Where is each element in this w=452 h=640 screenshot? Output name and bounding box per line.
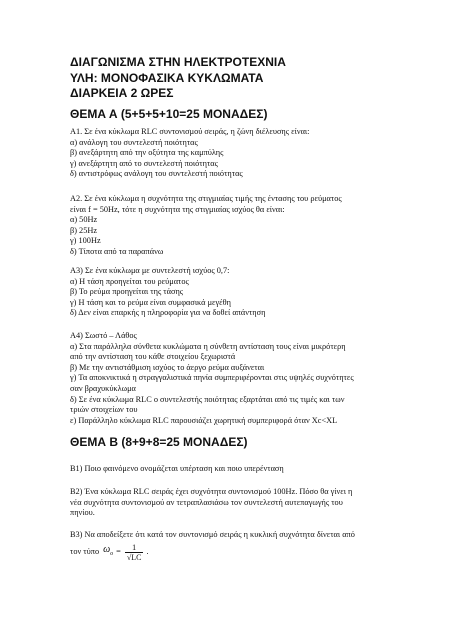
statement: δ) Σε ένα κύκλωμα RLC ο συντελεστής ποιότητας εξαρτάται από τις τιμές και των (70, 394, 345, 404)
option: δ) Τίποτα από τα παραπάνω (70, 246, 164, 256)
title-line-3: ΔΙΑΡΚΕΙΑ 2 ΩΡΕΣ (70, 86, 174, 100)
statement: ε) Παράλληλο κύκλωμα RLC παρουσιάζει χωρητική συμπεριφορά όταν Xc<XL (70, 415, 338, 425)
option: δ) Δεν είναι επαρκής η πληροφορία για να δοθεί απάντηση (70, 308, 266, 318)
formula-fraction (125, 543, 144, 562)
question-b2 (70, 487, 410, 519)
formula-numerator: 1 (132, 542, 137, 552)
option: β) 25Hz (70, 225, 98, 235)
option: α) ανάλογη του συντελεστή ποιότητας (70, 137, 198, 147)
question-a4 (70, 331, 410, 426)
option: β) Το ρεύμα προηγείται της τάσης (70, 287, 184, 297)
statement: από την αντίσταση του κάθε στοιχείου ξεχωριστά (70, 352, 236, 362)
option: γ) ανεξάρτητη από το συντελεστή ποιότητας (70, 158, 218, 168)
option: γ) Η τάση και το ρεύμα είναι συμφασικά μεγέθη (70, 297, 231, 307)
statement: β) Με την αντιστάθμιση ισχύος το άεργο ρεύμα αυξάνεται (70, 362, 265, 372)
option: γ) 100Hz (70, 236, 101, 246)
option: α) 50Hz (70, 215, 98, 225)
formula-suffix: . (146, 546, 149, 556)
statement: γ) Τα αποκνικτικά η στραγγαλιστικά πηνία συμπεριφέρονται στις υψηλές συχνότητες (70, 373, 354, 383)
option: α) Η τάση προηγείται του ρεύματος (70, 276, 189, 286)
question-text: Α2. Σε ένα κύκλωμα η συχνότητα της στιγμιαίας τιμής της έντασης του ρεύματος (70, 194, 342, 203)
option: β) ανεξάρτητη από την οξύτητα της καμπύλης (70, 148, 224, 158)
title-line-1: ΔΙΑΓΩΝΙΣΜΑ ΣΤΗΝ ΗΛΕΚΤΡΟΤΕΧΝΙΑ (70, 55, 286, 69)
question-text: νέα συχνότητα συντονισμού αν τετραπλασιάσω τον συντελεστή αυτεπαγωγής του (70, 497, 343, 507)
question-text: είναι f = 50Hz, τότε η συχνότητα της στιγμιαίας ισχύος θα είναι: (70, 204, 285, 214)
question-a2 (70, 194, 410, 258)
formula-equals: = (116, 546, 121, 556)
question-text: Α4) Σωστό – Λάθος (70, 331, 137, 340)
question-a1 (70, 127, 410, 180)
question-text: Β1) Ποιο φαινόμενο ονομάζεται υπέρταση και ποιο υπερένταση (70, 464, 284, 473)
question-text: Β2) Ένα κύκλωμα RLC σειράς έχει συχνότητα συντονισμού 100Hz. Πόσο θα γίνει η (70, 487, 353, 496)
question-text: Β3) Να αποδείξετε ότι κατά τον συντονισμό σειράς η κυκλική συχνότητα δίνεται από (70, 530, 355, 539)
formula-prefix: τον τύπο (70, 546, 100, 556)
question-text: πηνίου. (70, 508, 95, 518)
statement: α) Στα παράλληλα σύνθετα κυκλώματα η σύνθετη αντίσταση τους είναι μικρότερη (70, 341, 346, 351)
question-b1 (70, 464, 410, 475)
document-title (70, 55, 286, 102)
question-text: Α3) Σε ένα κύκλωμα με συντελεστή ισχύος 0,7: (70, 266, 230, 275)
theme-b-heading: ΘΕΜΑ Β (8+9+8=25 ΜΟΝΑΔΕΣ) (70, 435, 248, 449)
question-b3 (70, 530, 410, 562)
theme-a-heading: ΘΕΜΑ Α (5+5+5+10=25 ΜΟΝΑΔΕΣ) (70, 107, 268, 121)
formula-line (70, 543, 410, 562)
formula-lhs: $\omega_o$ (103, 543, 114, 557)
question-text: Α1. Σε ένα κύκλωμα RLC συντονισμού σειράς, η ζώνη διέλευσης είναι: (70, 127, 310, 136)
statement: σαν βραχυκύκλωμα (70, 383, 136, 393)
title-line-2: ΥΛΗ: ΜΟΝΟΦΑΣΙΚΑ ΚΥΚΛΩΜΑΤΑ (70, 70, 264, 85)
question-a3 (70, 266, 410, 319)
option: δ) αντιστρόφως ανάλογη του συντελεστή ποιότητας (70, 169, 243, 179)
formula-denominator: √LC (126, 552, 142, 562)
statement: τριών στοιχείων του (70, 405, 138, 415)
